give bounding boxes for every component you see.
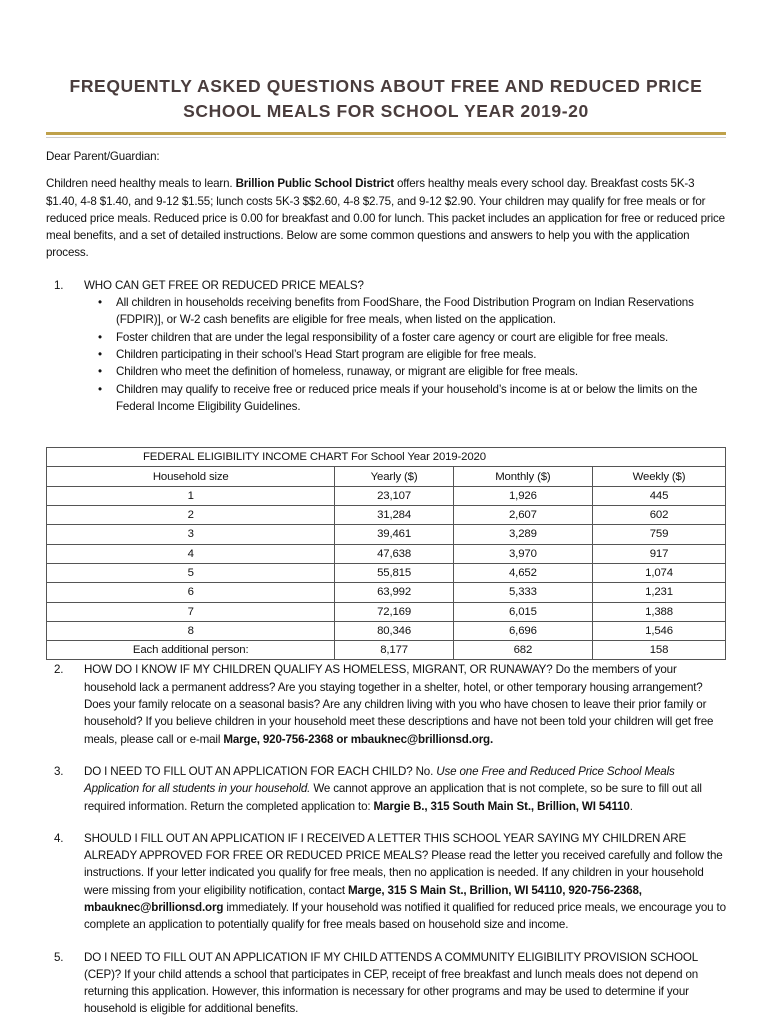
table-cell: 8,177 [335, 641, 453, 660]
table-cell: 8 [47, 621, 335, 640]
table-cell: 1,546 [593, 621, 726, 640]
document-title: FREQUENTLY ASKED QUESTIONS ABOUT FREE AND REDUCED PRICE SCHOOL MEALS FOR SCHOOL YEAR 2019-20 [69, 76, 703, 121]
table-cell: 4,652 [453, 563, 592, 582]
table-cell: 158 [593, 641, 726, 660]
greeting: Dear Parent/Guardian: [46, 150, 160, 163]
column-header: Household size [47, 467, 335, 486]
table-cell: 4 [47, 544, 335, 563]
title-rule-thin [46, 137, 726, 138]
table-row [47, 486, 726, 505]
table-cell: 445 [593, 486, 726, 505]
table-row [47, 602, 726, 621]
table-cell: 602 [593, 506, 726, 525]
table-cell: 759 [593, 525, 726, 544]
table-cell: 1,926 [453, 486, 592, 505]
table-cell: 55,815 [335, 563, 453, 582]
table-cell: 39,461 [335, 525, 453, 544]
table-row [47, 621, 726, 640]
table-cell: 63,992 [335, 583, 453, 602]
income-eligibility-table [46, 447, 726, 660]
bullet-item: • Foster children that are under the legal responsibility of a foster care agency or court are eligible for free meals. [116, 329, 726, 346]
bullet-item: • Children participating in their school’s Head Start program are eligible for free meals. [116, 346, 726, 363]
table-cell: 2 [47, 506, 335, 525]
table-cell: 2,607 [453, 506, 592, 525]
table-cell: 72,169 [335, 602, 453, 621]
table-cell: 23,107 [335, 486, 453, 505]
column-header: Weekly ($) [593, 467, 726, 486]
table-cell: 6,696 [453, 621, 592, 640]
table-cell: 3,289 [453, 525, 592, 544]
table-row [47, 583, 726, 602]
column-header: Monthly ($) [453, 467, 592, 486]
eligibility-bullets [46, 294, 726, 415]
table-cell: 7 [47, 602, 335, 621]
table-cell: 1,074 [593, 563, 726, 582]
table-cell: 80,346 [335, 621, 453, 640]
question-4: 4. SHOULD I FILL OUT AN APPLICATION IF I RECEIVED A LETTER THIS SCHOOL YEAR SAYING MY CHILDREN ARE ALREADY APPROVED FOR FREE OR REDUCED PRICE MEALS? Please read the letter you received carefully and follow the instructions. If your letter indicated you qualify for free meals, then no application is needed. If any children in your household were missing from your eligibility notification, contact Marge, 315 S Main St., Brillion, WI 54110, 920-756-2368, mbauknec@brillionsd.org immediately. If your household was notified it qualified for reduced price meals, we encourage you to complete an application to potentially qualify for free meals based on household size and income. [54, 831, 726, 932]
table-cell: 1,388 [593, 602, 726, 621]
question-2: 2. HOW DO I KNOW IF MY CHILDREN QUALIFY AS HOMELESS, MIGRANT, OR RUNAWAY? Do the members of your household lack a permanent address? Are you staying together in a shelter, hotel, or other temporary housing arrangement? Does your family relocate on a seasonal basis? Are any children living with you who have chosen to leave their prior family or household? If you believe children in your household meet these descriptions and have not been told your children will get free meals, please call or e-mail Marge, 920-756-2368 or mbauknec@brillionsd.org. [54, 663, 714, 746]
table-cell: 1,231 [593, 583, 726, 602]
table-row [47, 544, 726, 563]
table-cell: 1 [47, 486, 335, 505]
intro-paragraph: Children need healthy meals to learn. Brillion Public School District offers healthy meals every school day. Breakfast costs 5K-3 $1.40, 4-8 $1.40, and 9-12 $1.55; lunch costs 5K-3 $$2.60, 4-8 $2.75, and 9-12 $2.90. Your children may qualify for free meals or for reduced price meals. Reduced price is 0.00 for breakfast and 0.00 for lunch. This packet includes an application for free or reduced price meal benefits, and a set of detailed instructions. Below are some common questions and answers to help you with the application process. [46, 177, 725, 260]
table-cell: 5,333 [453, 583, 592, 602]
table-title: FEDERAL ELIGIBILITY INCOME CHART For School Year 2019-2020 [47, 448, 726, 467]
bullet-item: • All children in households receiving benefits from FoodShare, the Food Distribution Program on Indian Reservations (FDPIR)], or W-2 cash benefits are eligible for free meals, when listed on the application. [116, 294, 726, 329]
table-row [47, 506, 726, 525]
table-cell: 6 [47, 583, 335, 602]
table-cell: Each additional person: [47, 641, 335, 660]
question-5: 5. DO I NEED TO FILL OUT AN APPLICATION IF MY CHILD ATTENDS A COMMUNITY ELIGIBILITY PROVISION SCHOOL (CEP)? If your child attends a school that participates in CEP, receipt of free breakfast and lunch meals does not depend on returning this application. However, this information is necessary for other programs and may be used to determine if your household is eligible for additional benefits. [54, 950, 699, 1016]
bullet-item: • Children may qualify to receive free or reduced price meals if your household’s income is at or below the limits on the Federal Income Eligibility Guidelines. [116, 381, 726, 416]
table-row [47, 525, 726, 544]
table-row [47, 641, 726, 660]
table-cell: 6,015 [453, 602, 592, 621]
table-row [47, 563, 726, 582]
table-cell: 3,970 [453, 544, 592, 563]
table-cell: 682 [453, 641, 592, 660]
table-cell: 5 [47, 563, 335, 582]
title-rule [46, 132, 726, 135]
bullet-item: • Children who meet the definition of homeless, runaway, or migrant are eligible for free meals. [116, 363, 726, 380]
question-1: 1. WHO CAN GET FREE OR REDUCED PRICE MEALS? [54, 278, 364, 292]
column-header: Yearly ($) [335, 467, 453, 486]
table-header-row [47, 467, 726, 486]
table-cell: 31,284 [335, 506, 453, 525]
question-3: 3. DO I NEED TO FILL OUT AN APPLICATION FOR EACH CHILD? No. Use one Free and Reduced Price School Meals Application for all students in your household. We cannot approve an application that is not complete, so be sure to fill out all required information. Return the completed application to: Margie B., 315 South Main St., Brillion, WI 54110. [54, 764, 702, 813]
table-cell: 917 [593, 544, 726, 563]
table-cell: 47,638 [335, 544, 453, 563]
table-cell: 3 [47, 525, 335, 544]
